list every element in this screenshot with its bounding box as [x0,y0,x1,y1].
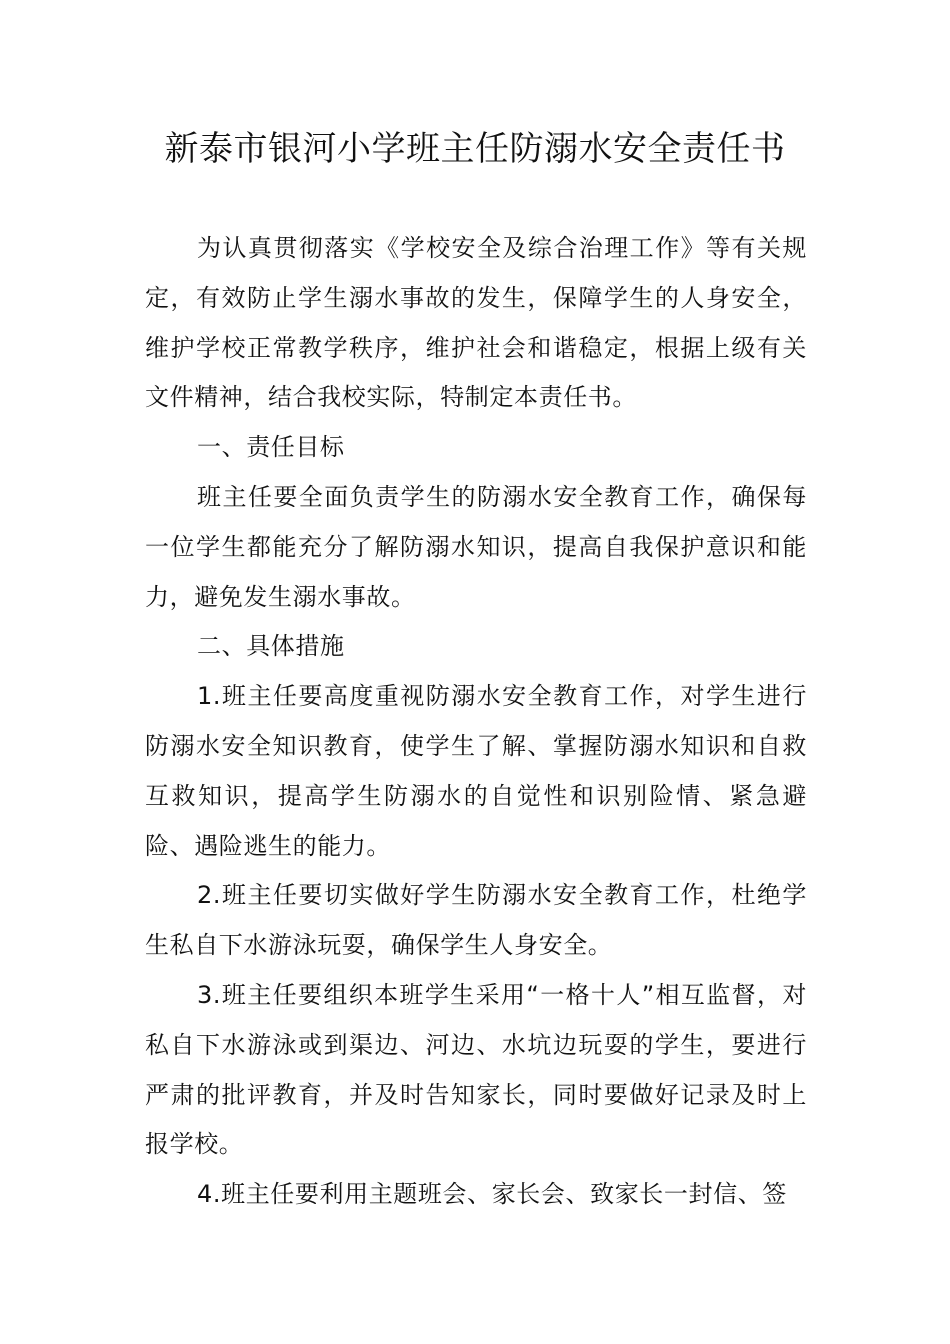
measure-item-4: 4.班主任要利用主题班会、家长会、致家长一封信、签 [197,1180,787,1209]
measure-item-3: 3.班主任要组织本班学生采用“一格十人”相互监督，对私自下水游泳或到渠边、河边、水坑边玩耍的学生，要进行严肃的批评教育，并及时告知家长，同时要做好记录及时上报学校。 [145,980,807,1159]
document-title: 新泰市银河小学班主任防溺水安全责任书 [164,129,786,169]
intro-paragraph: 为认真贯彻落实《学校安全及综合治理工作》等有关规定，有效防止学生溺水事故的发生，保障学生的人身安全，维护学校正常教学秩序，维护社会和谐稳定，根据上级有关文件精神，结合我校实际，特制定本责任书。 [145,234,807,412]
section-heading-responsibility-goal: 一、责任目标 [197,433,345,462]
measure-item-2: 2.班主任要切实做好学生防溺水安全教育工作，杜绝学生私自下水游泳玩耍，确保学生人身安全。 [145,881,807,960]
section-heading-specific-measures: 二、具体措施 [197,632,345,661]
responsibility-goal-paragraph: 班主任要全面负责学生的防溺水安全教育工作，确保每一位学生都能充分了解防溺水知识，提高自我保护意识和能力，避免发生溺水事故。 [145,482,807,611]
document-body [145,224,807,1220]
measure-item-1: 1.班主任要高度重视防溺水安全教育工作，对学生进行防溺水安全知识教育，使学生了解、掌握防溺水知识和自救互救知识，提高学生防溺水的自觉性和识别险情、紧急避险、遇险逃生的能力。 [145,682,807,860]
